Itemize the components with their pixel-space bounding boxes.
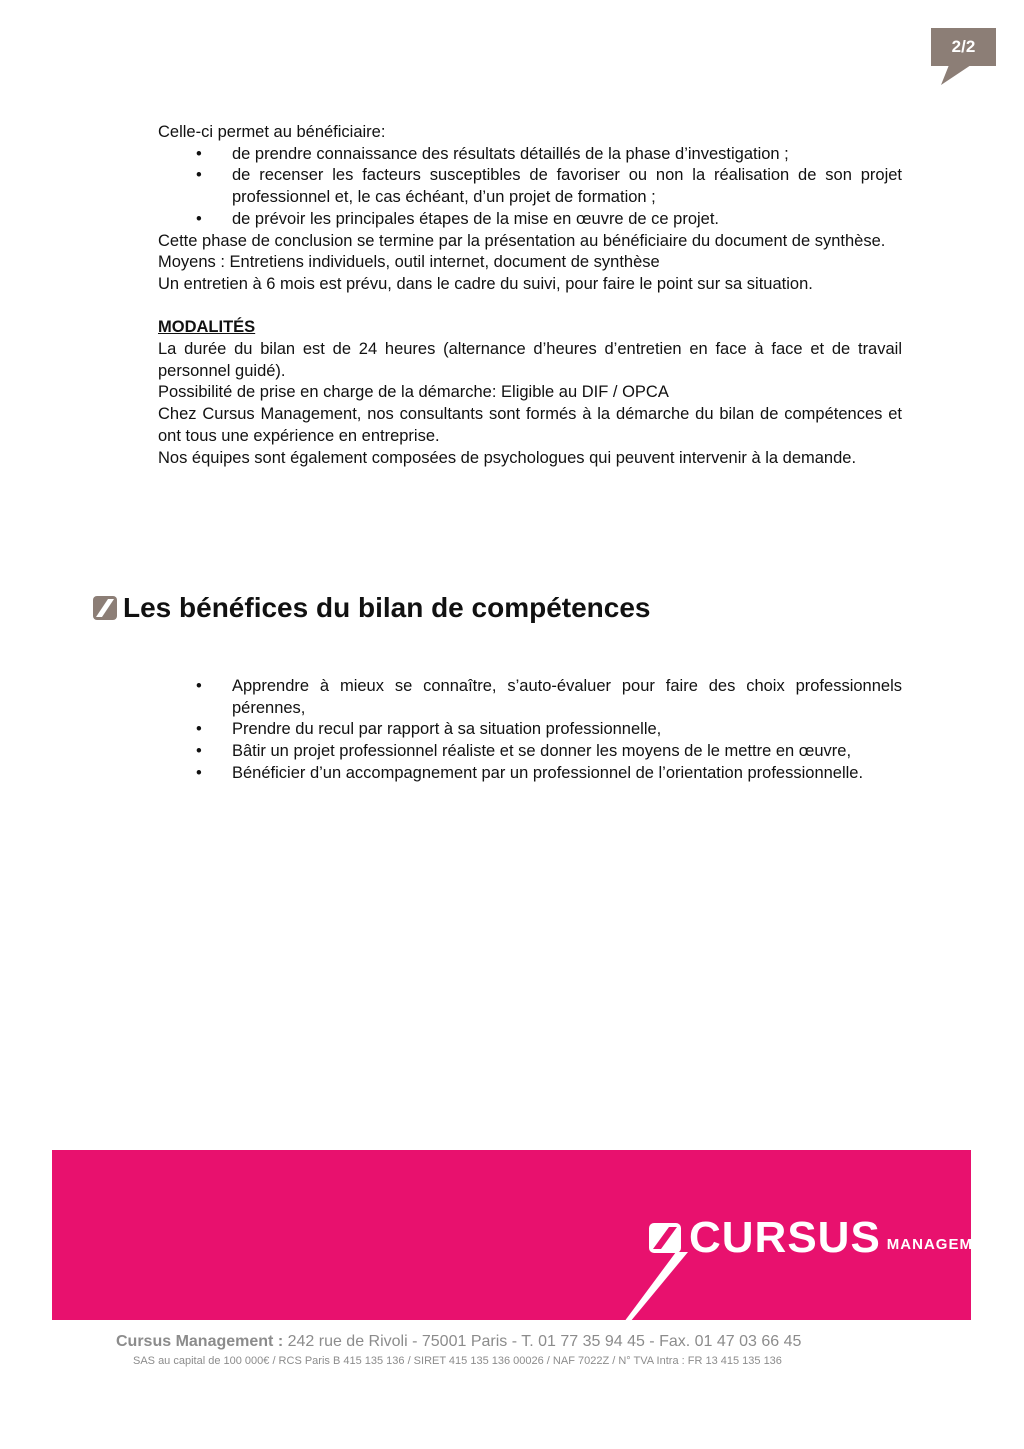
conclusion-paragraph: Un entretien à 6 mois est prévu, dans le cadre du suivi, pour faire le point sur sa situation. [158, 274, 813, 293]
list-item [158, 763, 902, 785]
bullet-icon: • [196, 763, 202, 782]
page-number: 2/2 [951, 37, 976, 56]
badge-tail-icon [941, 65, 981, 85]
list-item [158, 144, 902, 166]
bullet-icon: • [196, 720, 202, 739]
benefits-section [158, 676, 902, 785]
section-marker-icon [93, 596, 117, 620]
conclusion-intro: Celle-ci permet au bénéficiaire: [158, 123, 386, 141]
brand-logo [649, 1213, 1006, 1262]
modalites-paragraph: Possibilité de prise en charge de la démarche: Eligible au DIF / OPCA [158, 383, 669, 402]
modalites-heading: MODALITÉS [158, 318, 256, 337]
benefits-heading [93, 588, 651, 628]
list-item-text: Prendre du recul par rapport à sa situation professionnelle, [232, 720, 662, 739]
modalites-paragraph: La durée du bilan est de 24 heures (alternance d’heures d’entretien en face à face et de travail personnel guidé). [158, 340, 902, 380]
list-item [158, 719, 902, 741]
bullet-icon: • [196, 677, 202, 695]
page-number-badge [931, 28, 996, 66]
bullet-icon: • [196, 742, 202, 761]
list-item-text: de prendre connaissance des résultats détaillés de la phase d’investigation ; [232, 144, 789, 163]
spacer [158, 296, 902, 318]
bullet-icon: • [196, 166, 202, 185]
conclusion-bullet-list [158, 144, 902, 231]
list-item [158, 165, 902, 208]
section-title: Les bénéfices du bilan de compétences [123, 592, 651, 623]
brand-subtitle: MANAGEMENT [886, 1235, 1006, 1253]
company-address: 242 rue de Rivoli - 75001 Paris - T. 01 77 35 94 45 - Fax. 01 47 03 66 45 [287, 1333, 802, 1350]
list-item [158, 676, 902, 719]
list-item [158, 209, 902, 231]
list-item-text: de recenser les facteurs susceptibles de favoriser ou non la réalisation de son projet professionnel et, le cas échéant, d’un projet de formation ; [232, 166, 902, 207]
bullet-icon: • [196, 144, 202, 163]
modalites-paragraph: Chez Cursus Management, nos consultants sont formés à la démarche du bilan de compétences et ont tous une expérience en entreprise. [158, 405, 902, 445]
conclusion-paragraph: Moyens : Entretiens individuels, outil internet, document de synthèse [158, 253, 660, 272]
conclusion-paragraph: Cette phase de conclusion se termine par la présentation au bénéficiaire du document de synthèse. [158, 231, 886, 250]
list-item-text: de prévoir les principales étapes de la mise en œuvre de ce projet. [232, 209, 719, 228]
list-item-text: Bâtir un projet professionnel réaliste et se donner les moyens de le mettre en œuvre, [232, 742, 852, 761]
footer-legal-line: SAS au capital de 100 000€ / RCS Paris B 415 135 136 / SIRET 415 135 136 00026 / NAF 7022Z / N° TVA Intra : FR 13 415 135 136 [133, 1355, 782, 1367]
list-item-text: Apprendre à mieux se connaître, s’auto-évaluer pour faire des choix professionnels pérennes, [232, 677, 902, 717]
modalites-paragraph: Nos équipes sont également composées de psychologues qui peuvent intervenir à la demande. [158, 448, 857, 467]
conclusion-section [158, 122, 902, 469]
company-name: Cursus Management : [116, 1333, 284, 1350]
list-item [158, 741, 902, 763]
benefits-list [158, 676, 902, 785]
brand-name: CURSUS [689, 1213, 881, 1262]
brand-mark-icon [649, 1223, 681, 1253]
brand-slash-icon [624, 1252, 688, 1322]
bullet-icon: • [196, 209, 202, 228]
footer-band [52, 1150, 1006, 1320]
footer-address-line [116, 1333, 916, 1351]
list-item-text: Bénéficier d’un accompagnement par un professionnel de l’orientation professionnelle. [232, 763, 864, 782]
